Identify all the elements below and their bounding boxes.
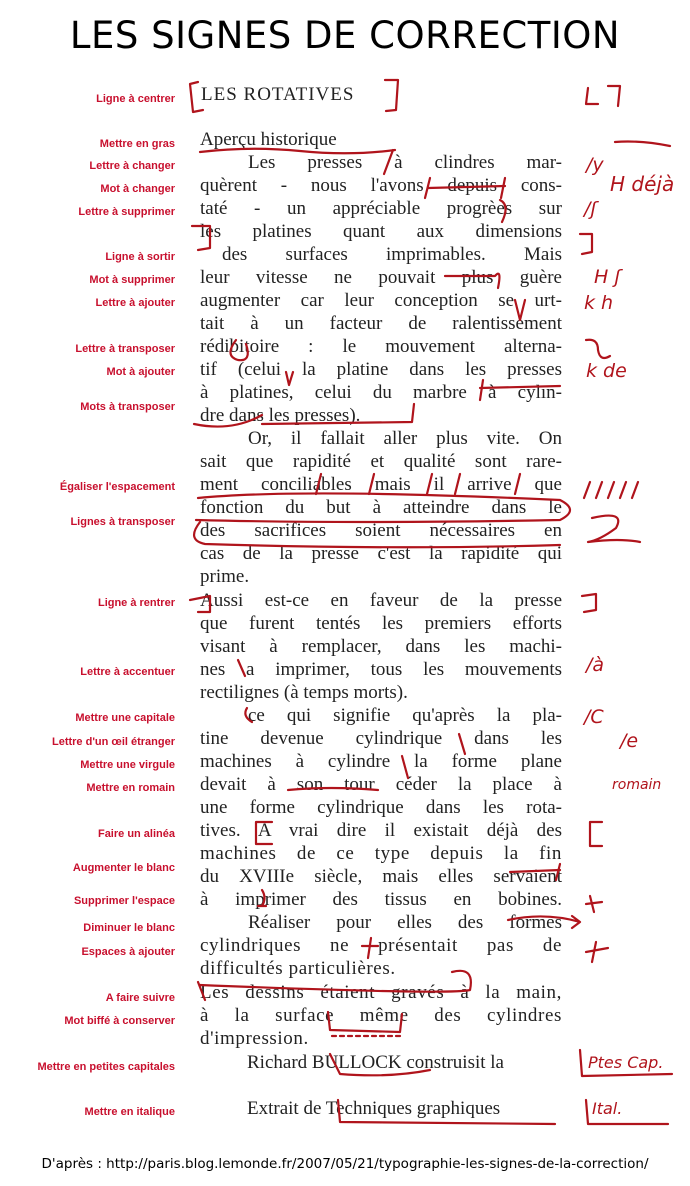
- label-mettre-une-capitale: Mettre une capitale: [75, 712, 175, 724]
- text-line: à imprimer des tissus en bobines.: [200, 889, 562, 910]
- text-line: à platines, celui du marbre à cylin-: [200, 382, 562, 403]
- text-line: Aperçu historique: [200, 129, 337, 150]
- text-line: rédibitoire : le mouvement alterna-: [200, 336, 562, 357]
- mark-deja: H déjà: [610, 172, 675, 196]
- label-mettre-en-romain: Mettre en romain: [86, 782, 175, 794]
- text-line: tait à un facteur de ralentissement: [200, 313, 562, 334]
- label-supprimer-espace: Supprimer l'espace: [73, 895, 175, 907]
- text-line: des surfaces imprimables. Mais: [222, 244, 562, 265]
- mark-supprimer-lettre: /ʃ: [584, 198, 597, 220]
- mark-supprimer-mot: H ʃ: [594, 266, 621, 288]
- label-lettre-oeil-etranger: Lettre d'un œil étranger: [51, 736, 175, 748]
- text-line: fonction du but à atteindre dans le: [200, 497, 562, 518]
- text-line: LES ROTATIVES: [201, 84, 355, 105]
- label-petites-capitales: Mettre en petites capitales: [37, 1061, 175, 1073]
- page-title: LES SIGNES DE CORRECTION: [69, 14, 621, 57]
- label-mots-a-transposer: Mots à transposer: [80, 401, 175, 413]
- label-lettre-a-accentuer: Lettre à accentuer: [80, 666, 175, 678]
- text-line: cylindriques ne présentait pas de: [200, 935, 562, 956]
- text-line: taté - un appréciable progrèes sur: [200, 198, 562, 219]
- label-lettre-a-ajouter: Lettre à ajouter: [95, 297, 175, 309]
- text-line: leur vitesse ne pouvait plus guère: [200, 267, 562, 288]
- label-mot-a-ajouter: Mot à ajouter: [106, 366, 175, 378]
- label-faire-un-alinea: Faire un alinéa: [97, 828, 175, 840]
- text-line: Extrait de Techniques graphiques: [247, 1098, 501, 1119]
- text-line: prime.: [200, 566, 250, 587]
- text-line: ment conciliables mais il arrive que: [200, 474, 562, 495]
- text-line: une forme cylindrique dans les rota-: [200, 797, 562, 818]
- text-line: devait à son tour céder la place à: [200, 774, 562, 795]
- label-ligne-a-rentrer: Ligne à rentrer: [97, 597, 175, 609]
- text-line: difficultés particulières.: [200, 958, 396, 979]
- text-line: sait que rapidité et qualité sont rare-: [200, 451, 562, 472]
- text-line: Les presses à clindres mar-: [248, 152, 562, 173]
- label-mot-a-changer: Mot à changer: [100, 183, 175, 195]
- text-line: tine devenue cylindrique dans les: [200, 728, 562, 749]
- text-line: à la surface même des cylindres: [200, 1005, 562, 1026]
- text-line: cas de la presse c'est la rapidité qui: [200, 543, 562, 564]
- mark-petites-capitales: Ptes Cap.: [588, 1053, 664, 1072]
- text-line: tives. A vrai dire il existait déjà des: [200, 820, 562, 841]
- text-line: machines à cylindre la forme plane: [200, 751, 562, 772]
- label-diminuer-le-blanc: Diminuer le blanc: [83, 922, 175, 934]
- text-line: les platines quant aux dimensions: [200, 221, 562, 242]
- label-mot-biffe-a-conserver: Mot biffé à conserver: [64, 1015, 175, 1027]
- label-mettre-en-italique: Mettre en italique: [84, 1106, 175, 1118]
- text-line: Aussi est-ce en faveur de la presse: [200, 590, 562, 611]
- text-line: Richard BULLOCK construisit la: [247, 1052, 504, 1073]
- mark-ajouter-lettre: k h: [584, 292, 614, 314]
- text-line: des sacrifices soient nécessaires en: [200, 520, 562, 541]
- label-lettre-a-changer: Lettre à changer: [89, 160, 175, 172]
- text-line: d'impression.: [200, 1028, 309, 1049]
- label-espaces-a-ajouter: Espaces à ajouter: [81, 946, 175, 958]
- text-line: visant à remplacer, dans les machi-: [200, 636, 562, 657]
- text-line: que furent tentés les premiers efforts: [200, 613, 562, 634]
- mark-italique: Ital.: [592, 1099, 623, 1118]
- label-egaliser-espacement: Égaliser l'espacement: [59, 481, 175, 493]
- text-line: Les dessins étaient gravés à la main,: [200, 982, 562, 1003]
- label-ligne-a-centrer: Ligne à centrer: [96, 93, 175, 105]
- label-augmenter-le-blanc: Augmenter le blanc: [72, 862, 175, 874]
- mark-lettre: /y: [586, 154, 604, 176]
- text-line: tif (celui la platine dans les presses: [200, 359, 562, 380]
- mark-accentuer: /à: [586, 654, 605, 676]
- label-mot-a-supprimer: Mot à supprimer: [89, 274, 175, 286]
- label-lignes-a-transposer: Lignes à transposer: [70, 516, 175, 528]
- text-line: machines de ce type depuis la fin: [200, 843, 562, 864]
- text-line: ce qui signifie qu'après la pla-: [248, 705, 562, 726]
- text-line: quèrent - nous l'avons depuis cons-: [200, 175, 562, 196]
- mark-espacement: [582, 472, 584, 473]
- label-mettre-en-gras: Mettre en gras: [99, 138, 175, 150]
- text-line: rectilignes (à temps morts).: [200, 682, 408, 703]
- text-line: du XVIIIe siècle, mais elles servaient: [200, 866, 562, 887]
- label-lettre-a-supprimer: Lettre à supprimer: [78, 206, 175, 218]
- text-line: Or, il fallait aller plus vite. On: [248, 428, 562, 449]
- label-lettre-a-transposer: Lettre à transposer: [75, 343, 175, 355]
- text-line: dre dans les presses).: [200, 405, 361, 426]
- text-line: augmenter car leur conception se urt-: [200, 290, 562, 311]
- label-a-faire-suivre: A faire suivre: [105, 992, 175, 1004]
- mark-ajouter-mot: k de: [586, 360, 627, 382]
- label-ligne-a-sortir: Ligne à sortir: [105, 251, 175, 263]
- mark-capitale: /C: [584, 706, 604, 728]
- text-line: nes a imprimer, tous les mouvements: [200, 659, 562, 680]
- mark-romain: romain: [612, 777, 662, 793]
- text-line: Réaliser pour elles des formes: [248, 912, 562, 933]
- mark-oeil-etranger: /e: [620, 730, 639, 752]
- source-footer: D'après : http://paris.blog.lemonde.fr/2007/05/21/typographie-les-signes-de-la-correction/: [41, 1156, 649, 1172]
- label-mettre-une-virgule: Mettre une virgule: [80, 759, 175, 771]
